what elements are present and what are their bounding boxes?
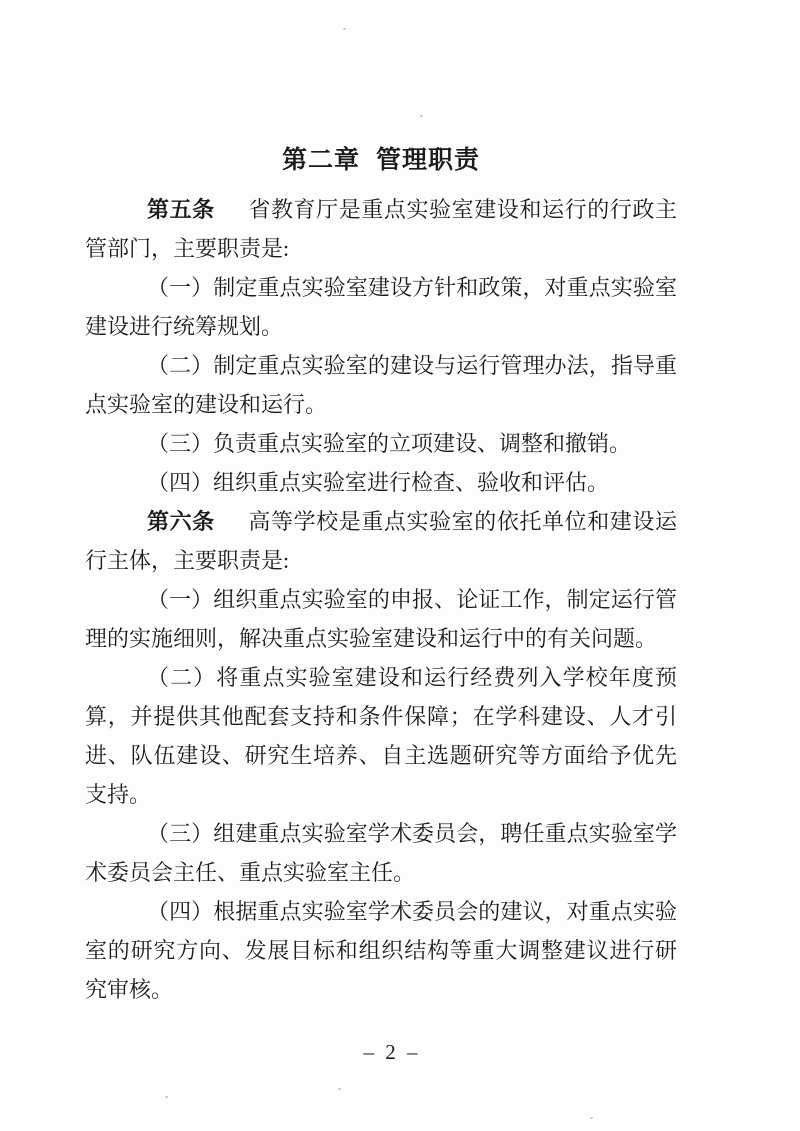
scan-speck xyxy=(590,1117,593,1119)
article-number: 第六条 xyxy=(147,509,215,534)
chapter-heading xyxy=(85,146,677,176)
paragraph: （二）将重点实验室建设和运行经费列入学校年度预算，并提供其他配套支持和条件保障；在学科建设、人才引进、队伍建设、研究生培养、自主选题研究等方面给予优先支持。 xyxy=(85,665,677,807)
page-number: – 2 – xyxy=(363,1040,421,1064)
scan-speck xyxy=(420,115,423,117)
paragraph: （一）制定重点实验室建设方针和政策，对重点实验室建设进行统筹规划。 xyxy=(85,275,677,339)
paragraph: （四）组织重点实验室进行检查、验收和评估。 xyxy=(147,470,610,495)
paragraph: （四）根据重点实验室学术委员会的建议，对重点实验室的研究方向、发展目标和组织结构等重大调整建议进行研究审核。 xyxy=(85,899,677,1002)
paragraph-text: 省教育厅是重点实验室建设和运行的行政主管部门，主要职责是: xyxy=(85,197,677,261)
scan-speck xyxy=(343,28,346,30)
document-content xyxy=(85,146,677,1009)
paragraph: （二）制定重点实验室的建设与运行管理办法，指导重点实验室的建设和运行。 xyxy=(85,353,677,417)
scan-speck xyxy=(338,1088,341,1090)
paragraph xyxy=(85,502,677,580)
document-body xyxy=(85,190,677,1009)
paragraph: （一）组织重点实验室的申报、论证工作，制定运行管理的实施细则，解决重点实验室建设和运行中的有关问题。 xyxy=(85,587,677,651)
paragraph: （三）组建重点实验室学术委员会，聘任重点实验室学术委员会主任、重点实验室主任。 xyxy=(85,821,677,885)
chapter-number: 第二章 xyxy=(281,147,360,174)
paragraph-text: 高等学校是重点实验室的依托单位和建设运行主体，主要职责是: xyxy=(85,509,677,573)
paragraph: （三）负责重点实验室的立项建设、调整和撤销。 xyxy=(147,431,632,456)
scan-speck xyxy=(165,1096,168,1098)
chapter-name: 管理职责 xyxy=(376,147,481,174)
article-number: 第五条 xyxy=(147,197,215,222)
paragraph xyxy=(85,190,677,268)
